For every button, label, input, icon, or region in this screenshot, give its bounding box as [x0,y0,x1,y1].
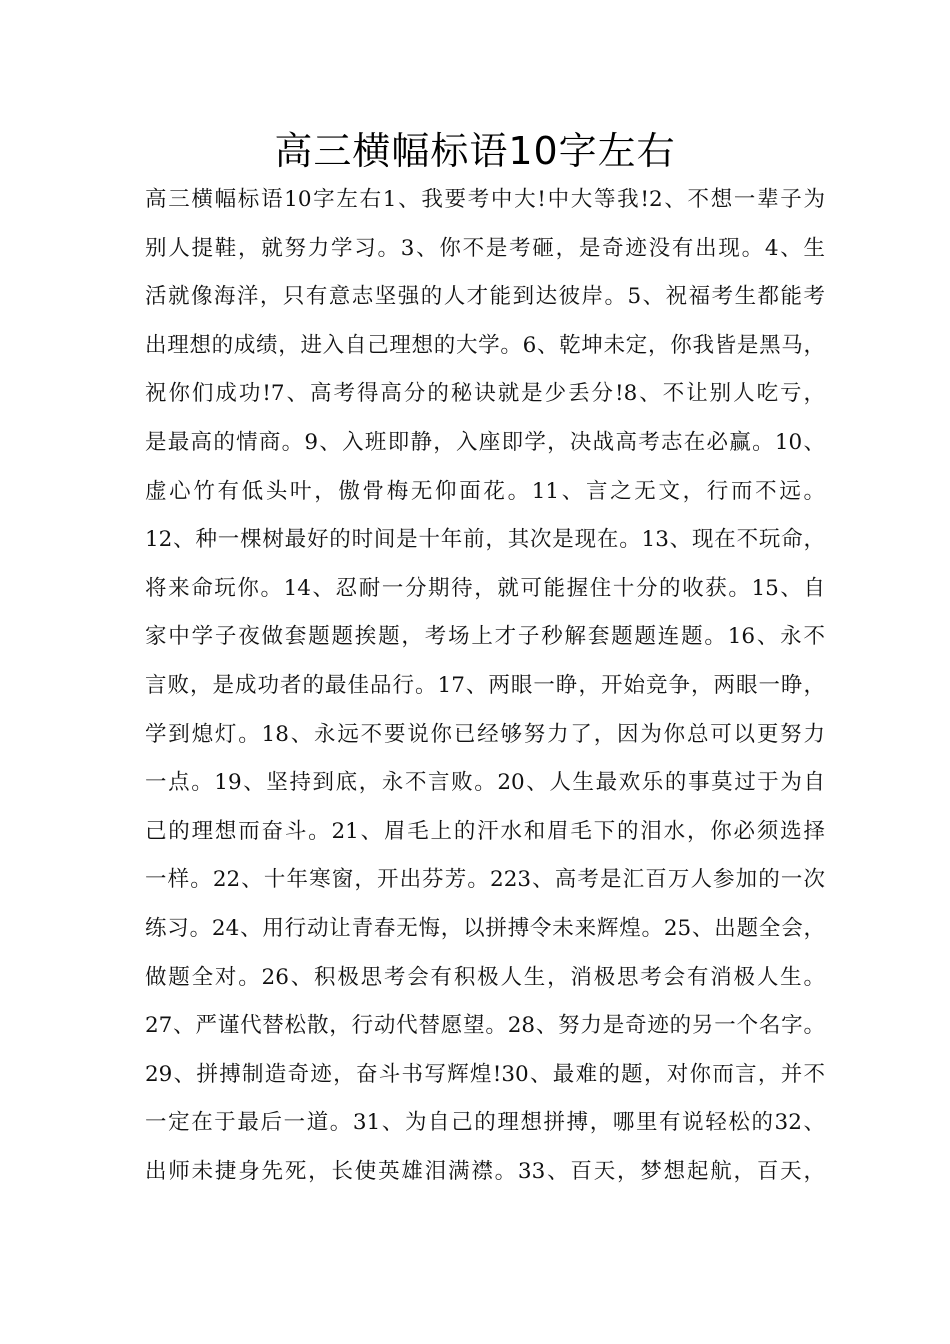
body-line: 出理想的成绩，进入自己理想的大学。6、乾坤未定，你我皆是黑马， [145,332,825,358]
body-line: 一点。19、坚持到底，永不言败。20、人生最欢乐的事莫过于为自 [145,770,825,796]
body-line: 12、种一棵树最好的时间是十年前，其次是现在。13、现在不玩命， [145,527,825,553]
body-line: 出师未捷身先死，长使英雄泪满襟。33、百天，梦想起航，百天， [145,1158,825,1184]
body-line: 己的理想而奋斗。21、眉毛上的汗水和眉毛下的泪水，你必须选择 [145,818,825,844]
body-line: 将来命玩你。14、忍耐一分期待，就可能握住十分的收获。15、自 [145,575,825,601]
body-line: 27、严谨代替松散，行动代替愿望。28、努力是奇迹的另一个名字。 [145,1013,825,1039]
body-line: 祝你们成功!7、高考得高分的秘诀就是少丢分!8、不让别人吃亏， [145,381,825,407]
body-line: 家中学子夜做套题题挨题，考场上才子秒解套题题连题。16、永不 [145,624,825,650]
body-line: 一定在于最后一道。31、为自己的理想拼搏，哪里有说轻松的32、 [145,1110,825,1136]
body-line: 29、拼搏制造奇迹，奋斗书写辉煌!30、最难的题，对你而言，并不 [145,1061,825,1087]
document-title: 高三横幅标语10字左右 [274,129,676,173]
body-line: 言败，是成功者的最佳品行。17、两眼一睁，开始竞争，两眼一睁， [145,672,825,698]
body-line: 练习。24、用行动让青春无悔，以拼搏令未来辉煌。25、出题全会， [145,915,825,941]
document-body [145,180,825,1200]
body-line: 高三横幅标语10字左右1、我要考中大!中大等我!2、不想一辈子为 [145,187,825,212]
body-line: 活就像海洋，只有意志坚强的人才能到达彼岸。5、祝福考生都能考 [145,284,825,310]
body-line: 虚心竹有低头叶，傲骨梅无仰面花。11、言之无文，行而不远。 [145,478,825,504]
body-line: 一样。22、十年寒窗，开出芬芳。223、高考是汇百万人参加的一次 [145,867,825,893]
body-line: 别人提鞋，就努力学习。3、你不是考砸，是奇迹没有出现。4、生 [145,235,825,261]
body-line: 是最高的情商。9、入班即静，入座即学，决战高考志在必赢。10、 [145,429,825,455]
body-line: 学到熄灯。18、永远不要说你已经够努力了，因为你总可以更努力 [145,721,825,747]
body-line: 做题全对。26、积极思考会有积极人生，消极思考会有消极人生。 [145,964,825,990]
